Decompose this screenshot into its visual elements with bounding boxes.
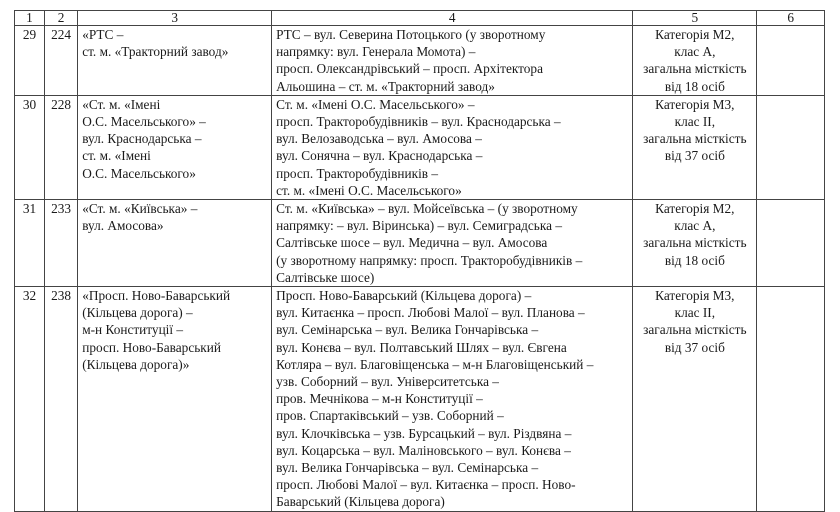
vehicle-category-line: від 37 осіб <box>664 148 725 164</box>
route-path-line: Просп. Ново-Баварський (Кільцева дорога) – <box>276 288 532 304</box>
vehicle-category-line: Категорія М3, <box>655 96 735 112</box>
vehicle-category-line: від 18 осіб <box>664 252 725 268</box>
vehicle-category-line: загальна місткість <box>643 322 747 338</box>
column-header-2: 2 <box>45 11 78 26</box>
column-header-5: 5 <box>633 11 757 26</box>
route-name-line: ст. м. «Імені <box>82 148 151 164</box>
route-name-line: просп. Ново-Баварський <box>82 339 221 355</box>
route-path-line: Котляра – вул. Благовіщенська – м-н Благовіщенський – <box>276 356 594 372</box>
row-index-cell: 29 <box>15 26 45 96</box>
route-path-line: напрямку: вул. Генерала Момота) – <box>276 44 476 60</box>
route-path-line: вул. Велозаводська – вул. Амосова – <box>276 131 482 147</box>
route-path-line: Салтівське шосе) <box>276 269 375 285</box>
note-cell <box>757 26 825 96</box>
vehicle-category-line: клас А, <box>674 218 716 234</box>
route-path-line: просп. Тракторобудівників – <box>276 165 439 181</box>
column-header-4: 4 <box>272 11 633 26</box>
route-path-line: ст. м. «Імені О.С. Масельського» <box>276 182 462 198</box>
route-path-line: Ст. м. «Київська» – вул. Мойсеївська – (у зворотному <box>276 201 578 217</box>
route-path-line: вул. Велика Гончарівська – вул. Семінарська – <box>276 460 539 476</box>
route-path-line: напрямку: – вул. Віринська) – вул. Семиградська – <box>276 218 562 234</box>
note-cell <box>757 200 825 287</box>
route-path-line: Альошина – ст. м. «Тракторний завод» <box>276 78 495 94</box>
route-path-line: просп. Тракторобудівників – вул. Краснодарська – <box>276 114 561 130</box>
vehicle-category-line: від 18 осіб <box>664 78 725 94</box>
vehicle-category-cell <box>633 26 757 96</box>
column-header-1: 1 <box>15 11 45 26</box>
route-path-line: Баварський (Кільцева дорога) <box>276 494 445 510</box>
vehicle-category-line: Категорія М2, <box>655 201 735 217</box>
route-name-line: О.С. Масельського» <box>82 165 196 181</box>
route-name-cell <box>78 287 272 512</box>
note-cell <box>757 287 825 512</box>
route-name-line: вул. Краснодарська – <box>82 131 202 147</box>
route-name-line: «РТС – <box>82 27 124 42</box>
route-path-line: (у зворотному напрямку: просп. Тракторобудівників – <box>276 252 583 268</box>
column-header-3: 3 <box>78 11 272 26</box>
route-number-cell: 228 <box>45 95 78 199</box>
route-name-line: (Кільцева дорога)» <box>82 356 190 372</box>
route-path-cell <box>272 95 633 199</box>
route-path-line: пров. Мечнікова – м-н Конституції – <box>276 391 483 407</box>
route-path-line: Ст. м. «Імені О.С. Масельського» – <box>276 96 475 112</box>
route-path-line: РТС – вул. Северина Потоцького (у зворотному <box>276 27 546 42</box>
header-row <box>15 11 825 26</box>
row-index-cell: 30 <box>15 95 45 199</box>
vehicle-category-line: загальна місткість <box>643 235 747 251</box>
route-name-line: «Просп. Ново-Баварський <box>82 288 231 304</box>
route-path-line: вул. Китаєнка – просп. Любові Малої – вул. Планова – <box>276 305 585 321</box>
column-header-6: 6 <box>757 11 825 26</box>
route-path-line: просп. Олександрівський – просп. Архітектора <box>276 61 543 77</box>
vehicle-category-line: клас ІІ, <box>674 305 716 321</box>
route-number-cell: 224 <box>45 26 78 96</box>
route-path-line: узв. Соборний – вул. Університетська – <box>276 374 499 390</box>
row-index-cell: 31 <box>15 200 45 287</box>
route-path-line: просп. Любові Малої – вул. Китаєнка – просп. Ново- <box>276 477 576 493</box>
vehicle-category-cell <box>633 200 757 287</box>
vehicle-category-cell <box>633 287 757 512</box>
route-name-line: (Кільцева дорога) – <box>82 305 193 321</box>
vehicle-category-line: загальна місткість <box>643 61 747 77</box>
route-name-line: ст. м. «Тракторний завод» <box>82 44 229 60</box>
route-name-cell <box>78 200 272 287</box>
vehicle-category-line: Категорія М3, <box>655 288 735 304</box>
table-row <box>15 200 825 287</box>
vehicle-category-line: Категорія М2, <box>655 27 735 42</box>
route-name-line: «Ст. м. «Київська» – <box>82 201 198 217</box>
route-name-line: «Ст. м. «Імені <box>82 96 161 112</box>
route-name-cell <box>78 95 272 199</box>
route-path-line: Салтівське шосе – вул. Медична – вул. Амосова <box>276 235 548 251</box>
table-row <box>15 95 825 199</box>
route-number-cell: 233 <box>45 200 78 287</box>
table-row <box>15 26 825 96</box>
vehicle-category-cell <box>633 95 757 199</box>
route-path-line: вул. Сонячна – вул. Краснодарська – <box>276 148 483 164</box>
table-row <box>15 287 825 512</box>
route-path-cell <box>272 26 633 96</box>
route-name-cell <box>78 26 272 96</box>
row-index-cell: 32 <box>15 287 45 512</box>
route-path-line: пров. Спартаківський – узв. Соборний – <box>276 408 504 424</box>
route-path-line: вул. Коцарська – вул. Маліновського – вул. Конєва – <box>276 442 571 458</box>
vehicle-category-line: клас ІІ, <box>674 114 716 130</box>
vehicle-category-line: клас А, <box>674 44 716 60</box>
vehicle-category-line: загальна місткість <box>643 131 747 147</box>
note-cell <box>757 95 825 199</box>
routes-table <box>14 10 825 512</box>
route-path-cell <box>272 287 633 512</box>
route-number-cell: 238 <box>45 287 78 512</box>
route-name-line: вул. Амосова» <box>82 218 164 234</box>
route-path-cell <box>272 200 633 287</box>
vehicle-category-line: від 37 осіб <box>664 339 725 355</box>
route-path-line: вул. Семінарська – вул. Велика Гончарівська – <box>276 322 539 338</box>
route-path-line: вул. Клочківська – узв. Бурсацький – вул. Різдвяна – <box>276 425 572 441</box>
route-path-line: вул. Конєва – вул. Полтавський Шлях – вул. Євгена <box>276 339 567 355</box>
route-name-line: м-н Конституції – <box>82 322 184 338</box>
route-name-line: О.С. Масельського» – <box>82 114 206 130</box>
